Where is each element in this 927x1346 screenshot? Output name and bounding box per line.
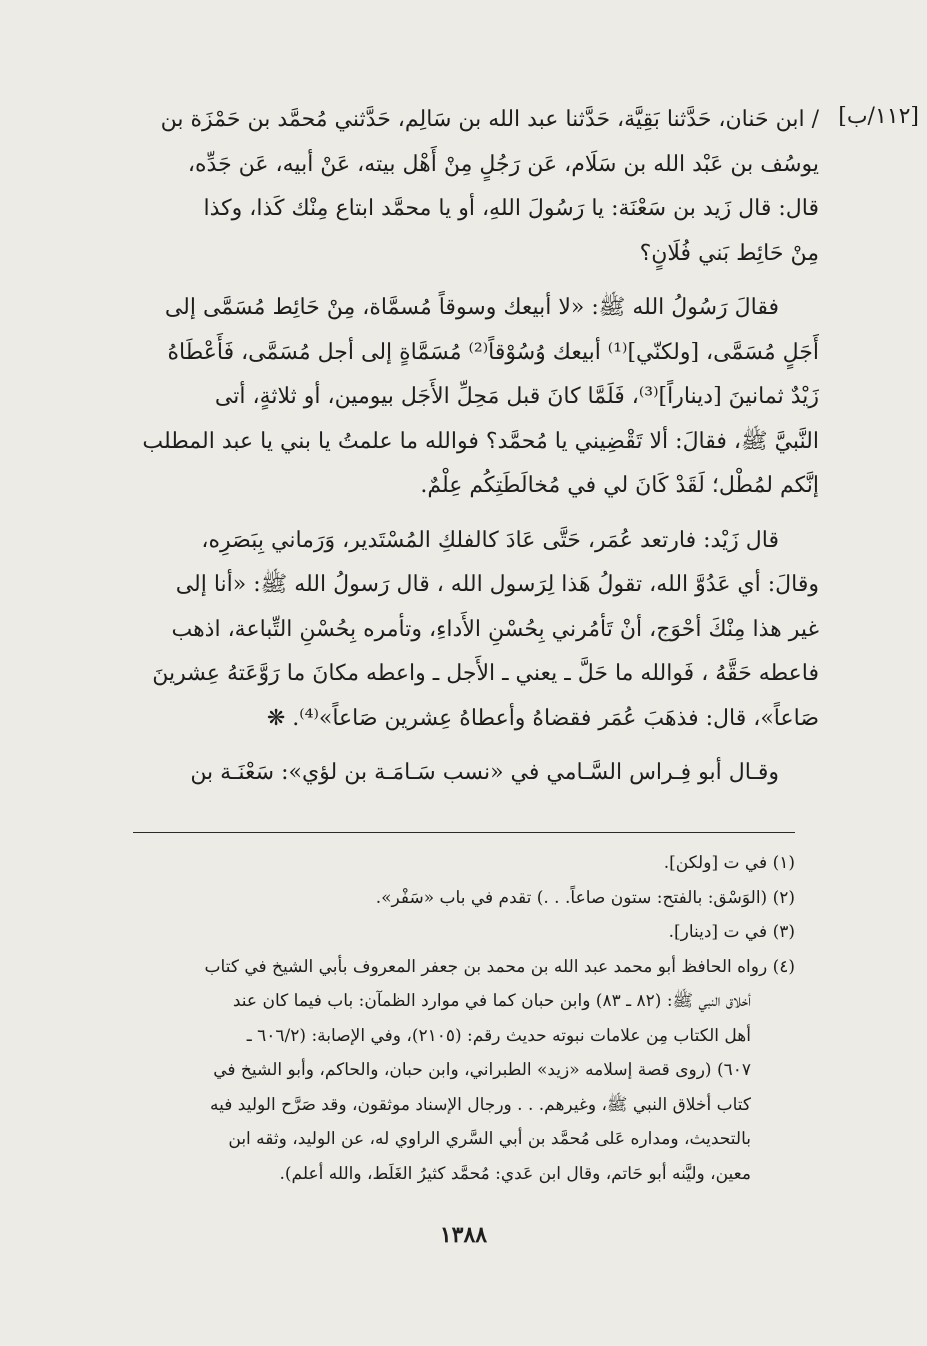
text-line: قال زَيْد: فارتعد عُمَر، حَتَّى عَادَ كالفلكِ المُسْتَدير، وَرَماني بِبَصَرِه، (201, 527, 779, 553)
text-line: فقالَ رَسُولُ الله ﷺ: «لا أبيعك وسوقاً مُسمَّاة، مِنْ حَائِط مُسَمَّى إلى (164, 295, 779, 320)
text-line: مِنْ حَائِط بَني فُلَانٍ؟ (639, 240, 819, 266)
footnote-line: أخلاق النبي ﷺ: (٨٢ ـ ٨٣) وابن حبان كما في موارد الظمآن: باب فيما كان عند (232, 991, 751, 1011)
text-line: وقـال أبو فِـراس السَّـامي في «نسب سَـامَـة بن لؤي»: سَعْنَـة بن (190, 760, 779, 785)
text-line: زَيْدٌ ثمانينَ [ديناراً]⁽³⁾، فَلَمَّا كانَ قبل مَحِلِّ الأَجَل بيومين، أو ثلاثةٍ، أتى (214, 384, 819, 409)
footnote-line: (١) في ت [ولكن]. (663, 853, 795, 873)
text-line: يوسُف بن عَبْد الله بن سَلَام، عَن رَجُلٍ مِنْ أَهْل بيته، عَنْ أبيه، عَن جَدِّه، (187, 151, 819, 177)
text-line: صَاعاً»، قال: فذهَبَ عُمَر فقضاهُ وأعطاهُ عِشرين صَاعاً»⁽⁴⁾. ❋ (266, 705, 819, 731)
page-number: ١٣٨٨ (439, 1222, 488, 1248)
folio-marker: [١١٢/ب] (838, 104, 919, 129)
footnote-line: بالتحديث، ومداره عَلى مُحمَّد بن أبي السَّري الراوي له، عن الوليد، وثقه ابن (228, 1129, 751, 1149)
footnote-line: ٦٠٧) (روى قصة إسلامه «زيد» الطبراني، وابن حبان، والحاكم، وأبو الشيخ في (213, 1060, 751, 1080)
text-line: قال: قال زَيد بن سَعْنَة: يا رَسُولَ اللهِ، أو يا محمَّد ابتاع مِنْك كَذا، وكذا (203, 196, 819, 221)
footnote-line: (٣) في ت [دينار]. (668, 922, 795, 942)
text-line: غير هذا مِنْكَ أحْوَج، أنْ تَأمُرني بِحُسْنِ الأَداءِ، وتأمره بِحُسْنِ التِّباعة، اذهب (171, 616, 819, 642)
text-line: / ابن حَنان، حَدَّثنا بَقِيَّة، حَدَّثنا عبد الله بن سَالِم، حَدَّثني مُحمَّد بن حَمْزَة بن (160, 107, 819, 132)
footnotes (101, 846, 795, 1191)
text-line: النَّبيَّ ﷺ، فقالَ: ألا تَقْضِيني يا مُحمَّد؟ فوالله ما علمتُ يا بني يا عبد المطلب (142, 428, 819, 454)
footnote-line: (٢) (الوَسْق: بالفتح: ستون صاعاً. . .) تقدم في باب «سَفْر». (375, 887, 795, 908)
main-text (113, 98, 819, 796)
footnote-line: معين، وليَّنه أبو حَاتم، وقال ابن عَدي: مُحمَّد كثيرُ الغَلَط، والله أعلم). (279, 1163, 751, 1184)
footnote-divider (133, 832, 795, 833)
footnote-line: أهل الكتاب مِن علامات نبوته حديث رقم: (٢١٠٥)، وفي الإصابة: (٦٠٦/٢ ـ (246, 1025, 751, 1046)
text-line: أَجَلٍ مُسَمَّى، [ولكنّي]⁽¹⁾ أبيعك وُسُوْقاً⁽²⁾ مُسَمَّاةٍ إلى أجل مُسَمَّى، فَأَعْطَاهُ (167, 339, 819, 365)
paragraph-gap (113, 741, 819, 751)
paragraph-gap (113, 276, 819, 286)
text-line: إنَّكم لمُطْل؛ لَقَدْ كَانَ لي في مُخالَطَتِكُم عِلْمٌ. (420, 473, 819, 498)
text-line: وقالَ: أي عَدُوَّ الله، تقولُ هَذا لِرَسول الله ، قال رَسولُ الله ﷺ: «أنا إلى (175, 572, 819, 597)
footnote-line: (٤) رواه الحافظ أبو محمد عبد الله بن محمد بن جعفر المعروف بأبي الشيخ في كتاب (204, 956, 795, 977)
paragraph-gap (113, 509, 819, 519)
footnote-line: كتاب أخلاق النبي ﷺ، وغيرهم. . . ورجال الإسناد موثقون، وقد صَرَّح الوليد فيه (210, 1094, 751, 1115)
text-line: فاعطه حَقَّهُ ، فَوالله ما حَلَّ ـ يعني ـ الأَجل ـ واعطه مكانَ ما رَوَّعَتهُ عِشرينَ (152, 661, 819, 686)
